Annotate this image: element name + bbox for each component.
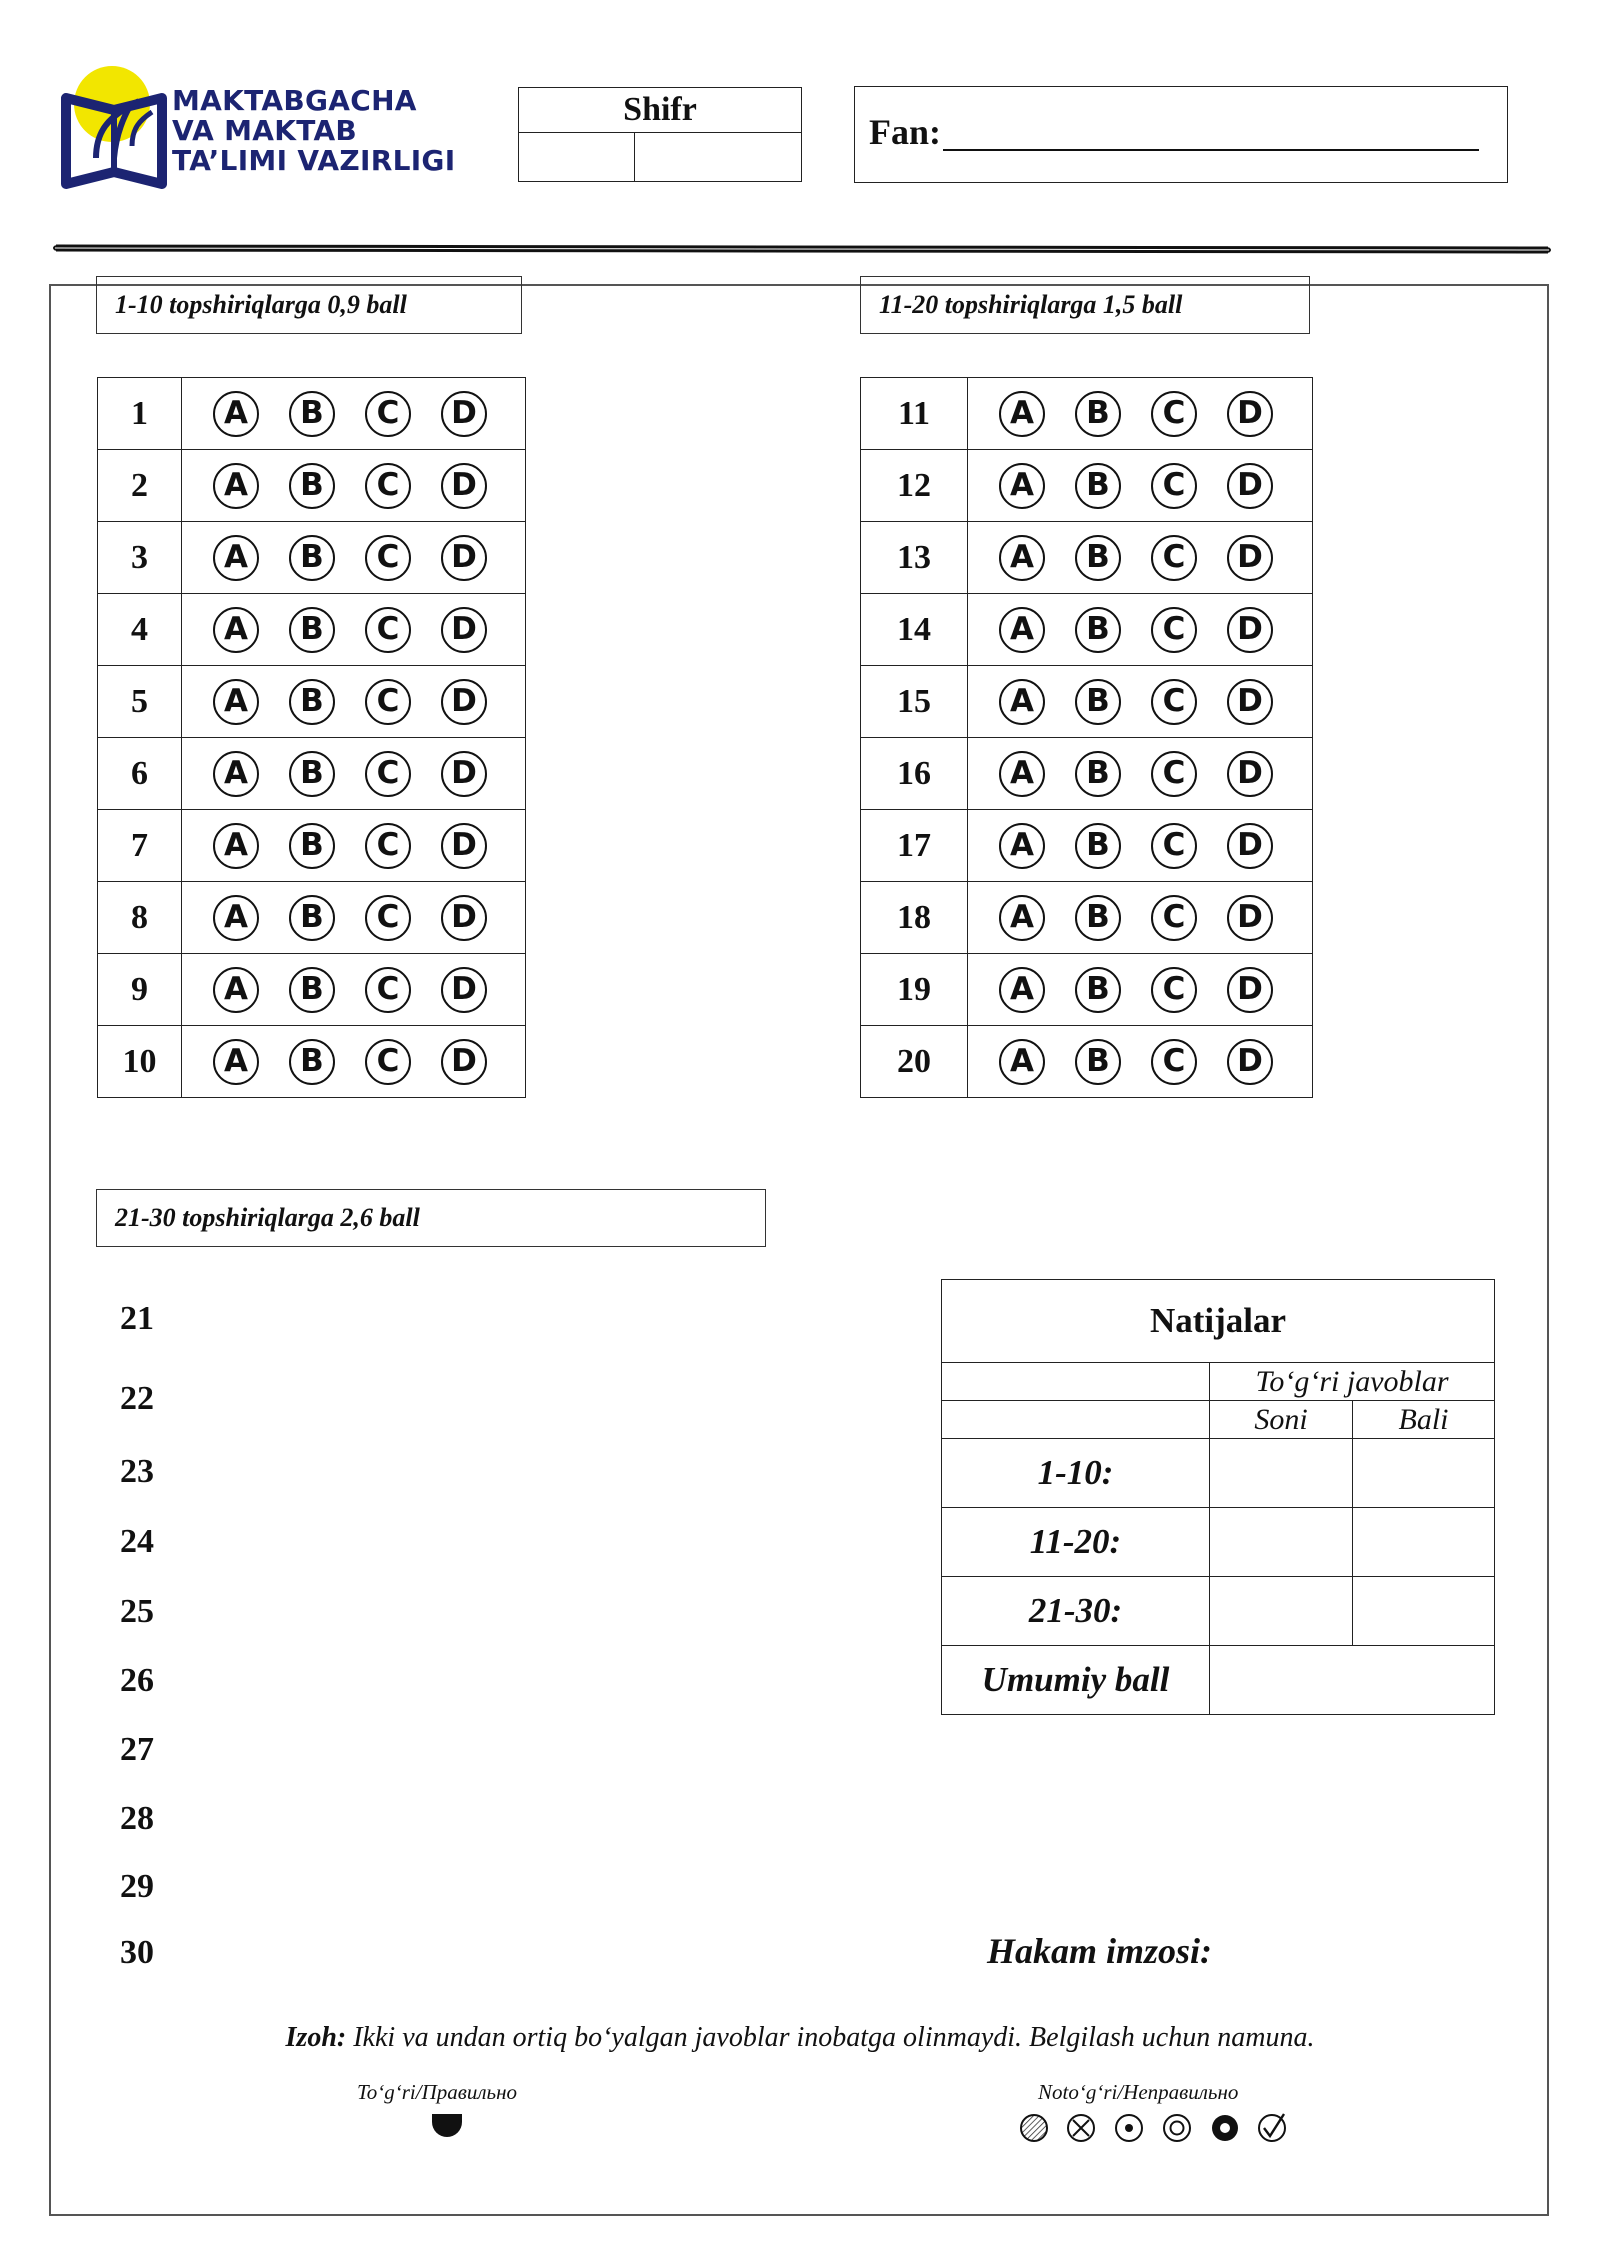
section-header-21-30: 21-30 topshiriqlarga 2,6 ball — [96, 1189, 766, 1247]
question-number: 19 — [861, 954, 968, 1026]
subject-box — [854, 86, 1508, 183]
question-number: 7 — [98, 810, 182, 882]
answer-bubble-b[interactable]: B — [1075, 535, 1121, 581]
answer-bubble-d[interactable]: D — [1227, 967, 1273, 1013]
question-number: 13 — [861, 522, 968, 594]
section-header-1-10: 1-10 topshiriqlarga 0,9 ball — [96, 276, 522, 334]
answer-options — [968, 666, 1313, 738]
answer-options — [968, 594, 1313, 666]
results-count-cell[interactable] — [1210, 1577, 1353, 1646]
section-header-11-20: 11-20 topshiriqlarga 1,5 ball — [860, 276, 1310, 334]
answer-bubble-b[interactable]: B — [289, 535, 335, 581]
open-question-number: 28 — [120, 1800, 154, 1837]
judge-signature-label: Hakam imzosi: — [987, 1931, 1213, 1971]
answer-bubble-b[interactable]: B — [1075, 463, 1121, 509]
answer-bubble-a[interactable]: A — [999, 607, 1045, 653]
answer-bubble-c[interactable]: C — [365, 679, 411, 725]
open-question-number: 30 — [120, 1934, 154, 1971]
ring-bubble-icon — [1164, 2115, 1190, 2141]
answer-bubble-a[interactable]: A — [213, 535, 259, 581]
answer-bubble-a[interactable]: A — [213, 967, 259, 1013]
results-correct-header: To‘g‘ri javoblar — [1210, 1363, 1495, 1401]
answer-options — [182, 810, 526, 882]
answer-bubble-c[interactable]: C — [1151, 1039, 1197, 1085]
question-number: 2 — [98, 450, 182, 522]
open-question-number: 29 — [120, 1868, 154, 1905]
answer-bubble-b[interactable]: B — [289, 895, 335, 941]
answer-bubble-d[interactable]: D — [441, 607, 487, 653]
answer-bubble-b[interactable]: B — [289, 967, 335, 1013]
crossed-bubble-icon — [1068, 2115, 1094, 2141]
answer-options — [968, 522, 1313, 594]
answer-bubble-a[interactable]: A — [999, 463, 1045, 509]
cipher-field-2[interactable] — [635, 132, 801, 181]
question-row — [861, 594, 1313, 666]
answer-bubble-a[interactable]: A — [213, 391, 259, 437]
incorrect-sample-label: Noto‘g‘ri/Неправильно — [1038, 2080, 1239, 2104]
question-number: 14 — [861, 594, 968, 666]
question-number: 16 — [861, 738, 968, 810]
answer-bubble-b[interactable]: B — [289, 823, 335, 869]
answer-bubble-a[interactable]: A — [999, 1039, 1045, 1085]
subject-label: Fan: — [869, 112, 941, 152]
answer-bubble-b[interactable]: B — [1075, 1039, 1121, 1085]
answer-bubble-b[interactable]: B — [1075, 607, 1121, 653]
answer-bubble-d[interactable]: D — [441, 679, 487, 725]
answer-bubble-c[interactable]: C — [365, 463, 411, 509]
answer-bubble-b[interactable]: B — [1075, 679, 1121, 725]
answer-bubble-a[interactable]: A — [213, 679, 259, 725]
question-row — [98, 1026, 526, 1098]
answer-bubble-c[interactable]: C — [365, 535, 411, 581]
results-score-header: Bali — [1353, 1401, 1495, 1439]
answer-options — [968, 1026, 1313, 1098]
question-number: 17 — [861, 810, 968, 882]
answer-bubble-b[interactable]: B — [1075, 895, 1121, 941]
answer-bubble-a[interactable]: A — [999, 679, 1045, 725]
logo-line-2: VA MAKTAB — [172, 114, 358, 147]
answer-bubble-b[interactable]: B — [289, 751, 335, 797]
answer-bubble-b[interactable]: B — [289, 391, 335, 437]
answer-options — [968, 810, 1313, 882]
answer-bubble-b[interactable]: B — [1075, 823, 1121, 869]
question-number: 18 — [861, 882, 968, 954]
answer-bubble-d[interactable]: D — [1227, 463, 1273, 509]
question-row — [861, 450, 1313, 522]
question-row — [861, 738, 1313, 810]
incorrect-marks — [1016, 2110, 1296, 2146]
partial-fill-bubble-icon — [1212, 2115, 1238, 2141]
answer-bubble-a[interactable]: A — [999, 823, 1045, 869]
results-score-cell[interactable] — [1353, 1439, 1495, 1508]
question-row — [98, 810, 526, 882]
question-number: 6 — [98, 738, 182, 810]
results-score-cell[interactable] — [1353, 1577, 1495, 1646]
question-row — [98, 738, 526, 810]
answer-options — [968, 954, 1313, 1026]
question-row — [98, 882, 526, 954]
answer-options — [182, 450, 526, 522]
open-question-number: 26 — [120, 1662, 154, 1699]
answer-bubble-b[interactable]: B — [289, 679, 335, 725]
question-number: 5 — [98, 666, 182, 738]
answer-options — [182, 882, 526, 954]
logo-line-3: TA’LIMI VAZIRLIGI — [172, 144, 456, 177]
answer-bubble-c[interactable]: C — [1151, 679, 1197, 725]
answer-bubble-a[interactable]: A — [213, 463, 259, 509]
question-number: 20 — [861, 1026, 968, 1098]
answer-bubble-c[interactable]: C — [1151, 391, 1197, 437]
results-header-blank-2 — [942, 1401, 1210, 1439]
question-row — [861, 882, 1313, 954]
answer-bubble-a[interactable]: A — [999, 895, 1045, 941]
open-question-number: 27 — [120, 1731, 154, 1768]
answer-bubble-a[interactable]: A — [213, 823, 259, 869]
answer-bubble-c[interactable]: C — [365, 895, 411, 941]
answer-bubble-c[interactable]: C — [365, 751, 411, 797]
answer-bubble-d[interactable]: D — [1227, 895, 1273, 941]
results-row-label: 11-20: — [942, 1508, 1210, 1577]
answer-bubble-d[interactable]: D — [441, 391, 487, 437]
answer-bubble-a[interactable]: A — [213, 607, 259, 653]
results-row-label: 1-10: — [942, 1439, 1210, 1508]
answer-bubble-d[interactable]: D — [1227, 679, 1273, 725]
question-number: 15 — [861, 666, 968, 738]
answer-bubble-c[interactable]: C — [1151, 895, 1197, 941]
results-score-cell[interactable] — [1353, 1508, 1495, 1577]
question-number: 12 — [861, 450, 968, 522]
answer-bubble-d[interactable]: D — [441, 823, 487, 869]
answer-bubble-b[interactable]: B — [1075, 751, 1121, 797]
answer-bubble-d[interactable]: D — [1227, 607, 1273, 653]
open-question-number: 23 — [120, 1453, 154, 1490]
question-number: 9 — [98, 954, 182, 1026]
results-table — [941, 1279, 1495, 1715]
answer-bubble-c[interactable]: C — [365, 1039, 411, 1085]
checkmark-bubble-icon — [1259, 2114, 1285, 2141]
results-count-cell[interactable] — [1210, 1508, 1353, 1577]
answer-bubble-c[interactable]: C — [1151, 607, 1197, 653]
answer-options — [182, 378, 526, 450]
results-count-cell[interactable] — [1210, 1439, 1353, 1508]
results-row-label: 21-30: — [942, 1577, 1210, 1646]
question-row — [861, 1026, 1313, 1098]
question-row — [98, 594, 526, 666]
header-divider — [52, 242, 1552, 254]
cipher-field-1[interactable] — [519, 132, 635, 181]
logo-line-1: MAKTABGACHA — [172, 84, 417, 117]
answer-bubble-a[interactable]: A — [999, 391, 1045, 437]
answer-bubble-d[interactable]: D — [1227, 1039, 1273, 1085]
results-title: Natijalar — [942, 1280, 1495, 1363]
answer-bubble-a[interactable]: A — [999, 751, 1045, 797]
question-row — [861, 378, 1313, 450]
answer-bubble-c[interactable]: C — [365, 967, 411, 1013]
answer-options — [968, 378, 1313, 450]
question-row — [98, 954, 526, 1026]
answer-bubble-c[interactable]: C — [1151, 823, 1197, 869]
question-row — [98, 522, 526, 594]
question-number: 4 — [98, 594, 182, 666]
question-number: 10 — [98, 1026, 182, 1098]
filled-bubble-icon — [430, 2110, 464, 2140]
question-number: 3 — [98, 522, 182, 594]
answer-options — [182, 954, 526, 1026]
answer-bubble-d[interactable]: D — [441, 751, 487, 797]
answer-bubble-a[interactable]: A — [213, 1039, 259, 1085]
question-row — [861, 954, 1313, 1026]
answer-bubble-b[interactable]: B — [289, 463, 335, 509]
answer-bubble-b[interactable]: B — [289, 607, 335, 653]
question-row — [98, 450, 526, 522]
answer-bubble-d[interactable]: D — [1227, 823, 1273, 869]
note-body: Ikki va undan ortiq bo‘yalgan javoblar inobatga olinmaydi. Belgilash uchun namuna. — [346, 2022, 1315, 2053]
answer-options — [968, 450, 1313, 522]
open-question-number: 25 — [120, 1593, 154, 1630]
answer-options — [182, 666, 526, 738]
note-text — [0, 2022, 1600, 2054]
answer-options — [182, 594, 526, 666]
note-label: Izoh: — [285, 2022, 347, 2053]
results-count-header: Soni — [1210, 1401, 1353, 1439]
answer-bubble-a[interactable]: A — [999, 535, 1045, 581]
answer-bubble-a[interactable]: A — [213, 751, 259, 797]
question-number: 1 — [98, 378, 182, 450]
answer-bubble-d[interactable]: D — [441, 1039, 487, 1085]
results-total-cell[interactable] — [1210, 1646, 1495, 1715]
answer-bubble-b[interactable]: B — [1075, 391, 1121, 437]
results-header-blank — [942, 1363, 1210, 1401]
answer-bubble-a[interactable]: A — [213, 895, 259, 941]
answer-options — [182, 1026, 526, 1098]
question-row — [98, 666, 526, 738]
question-number: 8 — [98, 882, 182, 954]
answer-bubble-d[interactable]: D — [1227, 751, 1273, 797]
answer-bubble-d[interactable]: D — [441, 895, 487, 941]
cipher-box — [518, 87, 802, 182]
answer-bubble-c[interactable]: C — [365, 391, 411, 437]
question-row — [98, 378, 526, 450]
answer-bubble-b[interactable]: B — [289, 1039, 335, 1085]
answer-options — [182, 738, 526, 810]
answer-bubble-d[interactable]: D — [441, 535, 487, 581]
open-question-number: 22 — [120, 1380, 154, 1417]
answer-bubble-b[interactable]: B — [1075, 967, 1121, 1013]
question-number: 11 — [861, 378, 968, 450]
answer-bubble-d[interactable]: D — [441, 967, 487, 1013]
answer-bubble-c[interactable]: C — [1151, 967, 1197, 1013]
answer-bubble-c[interactable]: C — [365, 823, 411, 869]
correct-sample-label: To‘g‘ri/Правильно — [357, 2080, 517, 2104]
answer-grid-11-20 — [860, 377, 1313, 1098]
subject-field[interactable] — [943, 149, 1479, 151]
answer-bubble-c[interactable]: C — [1151, 463, 1197, 509]
ministry-name — [172, 86, 455, 176]
answer-bubble-d[interactable]: D — [1227, 391, 1273, 437]
answer-options — [968, 738, 1313, 810]
results-total-label: Umumiy ball — [942, 1646, 1210, 1715]
cipher-label: Shifr — [519, 88, 801, 133]
question-row — [861, 810, 1313, 882]
question-row — [861, 666, 1313, 738]
dot-bubble-icon — [1116, 2115, 1142, 2141]
answer-grid-1-10 — [97, 377, 526, 1098]
answer-options — [182, 522, 526, 594]
answer-bubble-c[interactable]: C — [1151, 535, 1197, 581]
open-question-number: 24 — [120, 1523, 154, 1560]
answer-bubble-c[interactable]: C — [1151, 751, 1197, 797]
answer-bubble-d[interactable]: D — [441, 463, 487, 509]
question-row — [861, 522, 1313, 594]
answer-bubble-d[interactable]: D — [1227, 535, 1273, 581]
hatched-bubble-icon — [1021, 2115, 1047, 2141]
answer-bubble-a[interactable]: A — [999, 967, 1045, 1013]
open-question-number: 21 — [120, 1300, 154, 1337]
answer-options — [968, 882, 1313, 954]
answer-bubble-c[interactable]: C — [365, 607, 411, 653]
